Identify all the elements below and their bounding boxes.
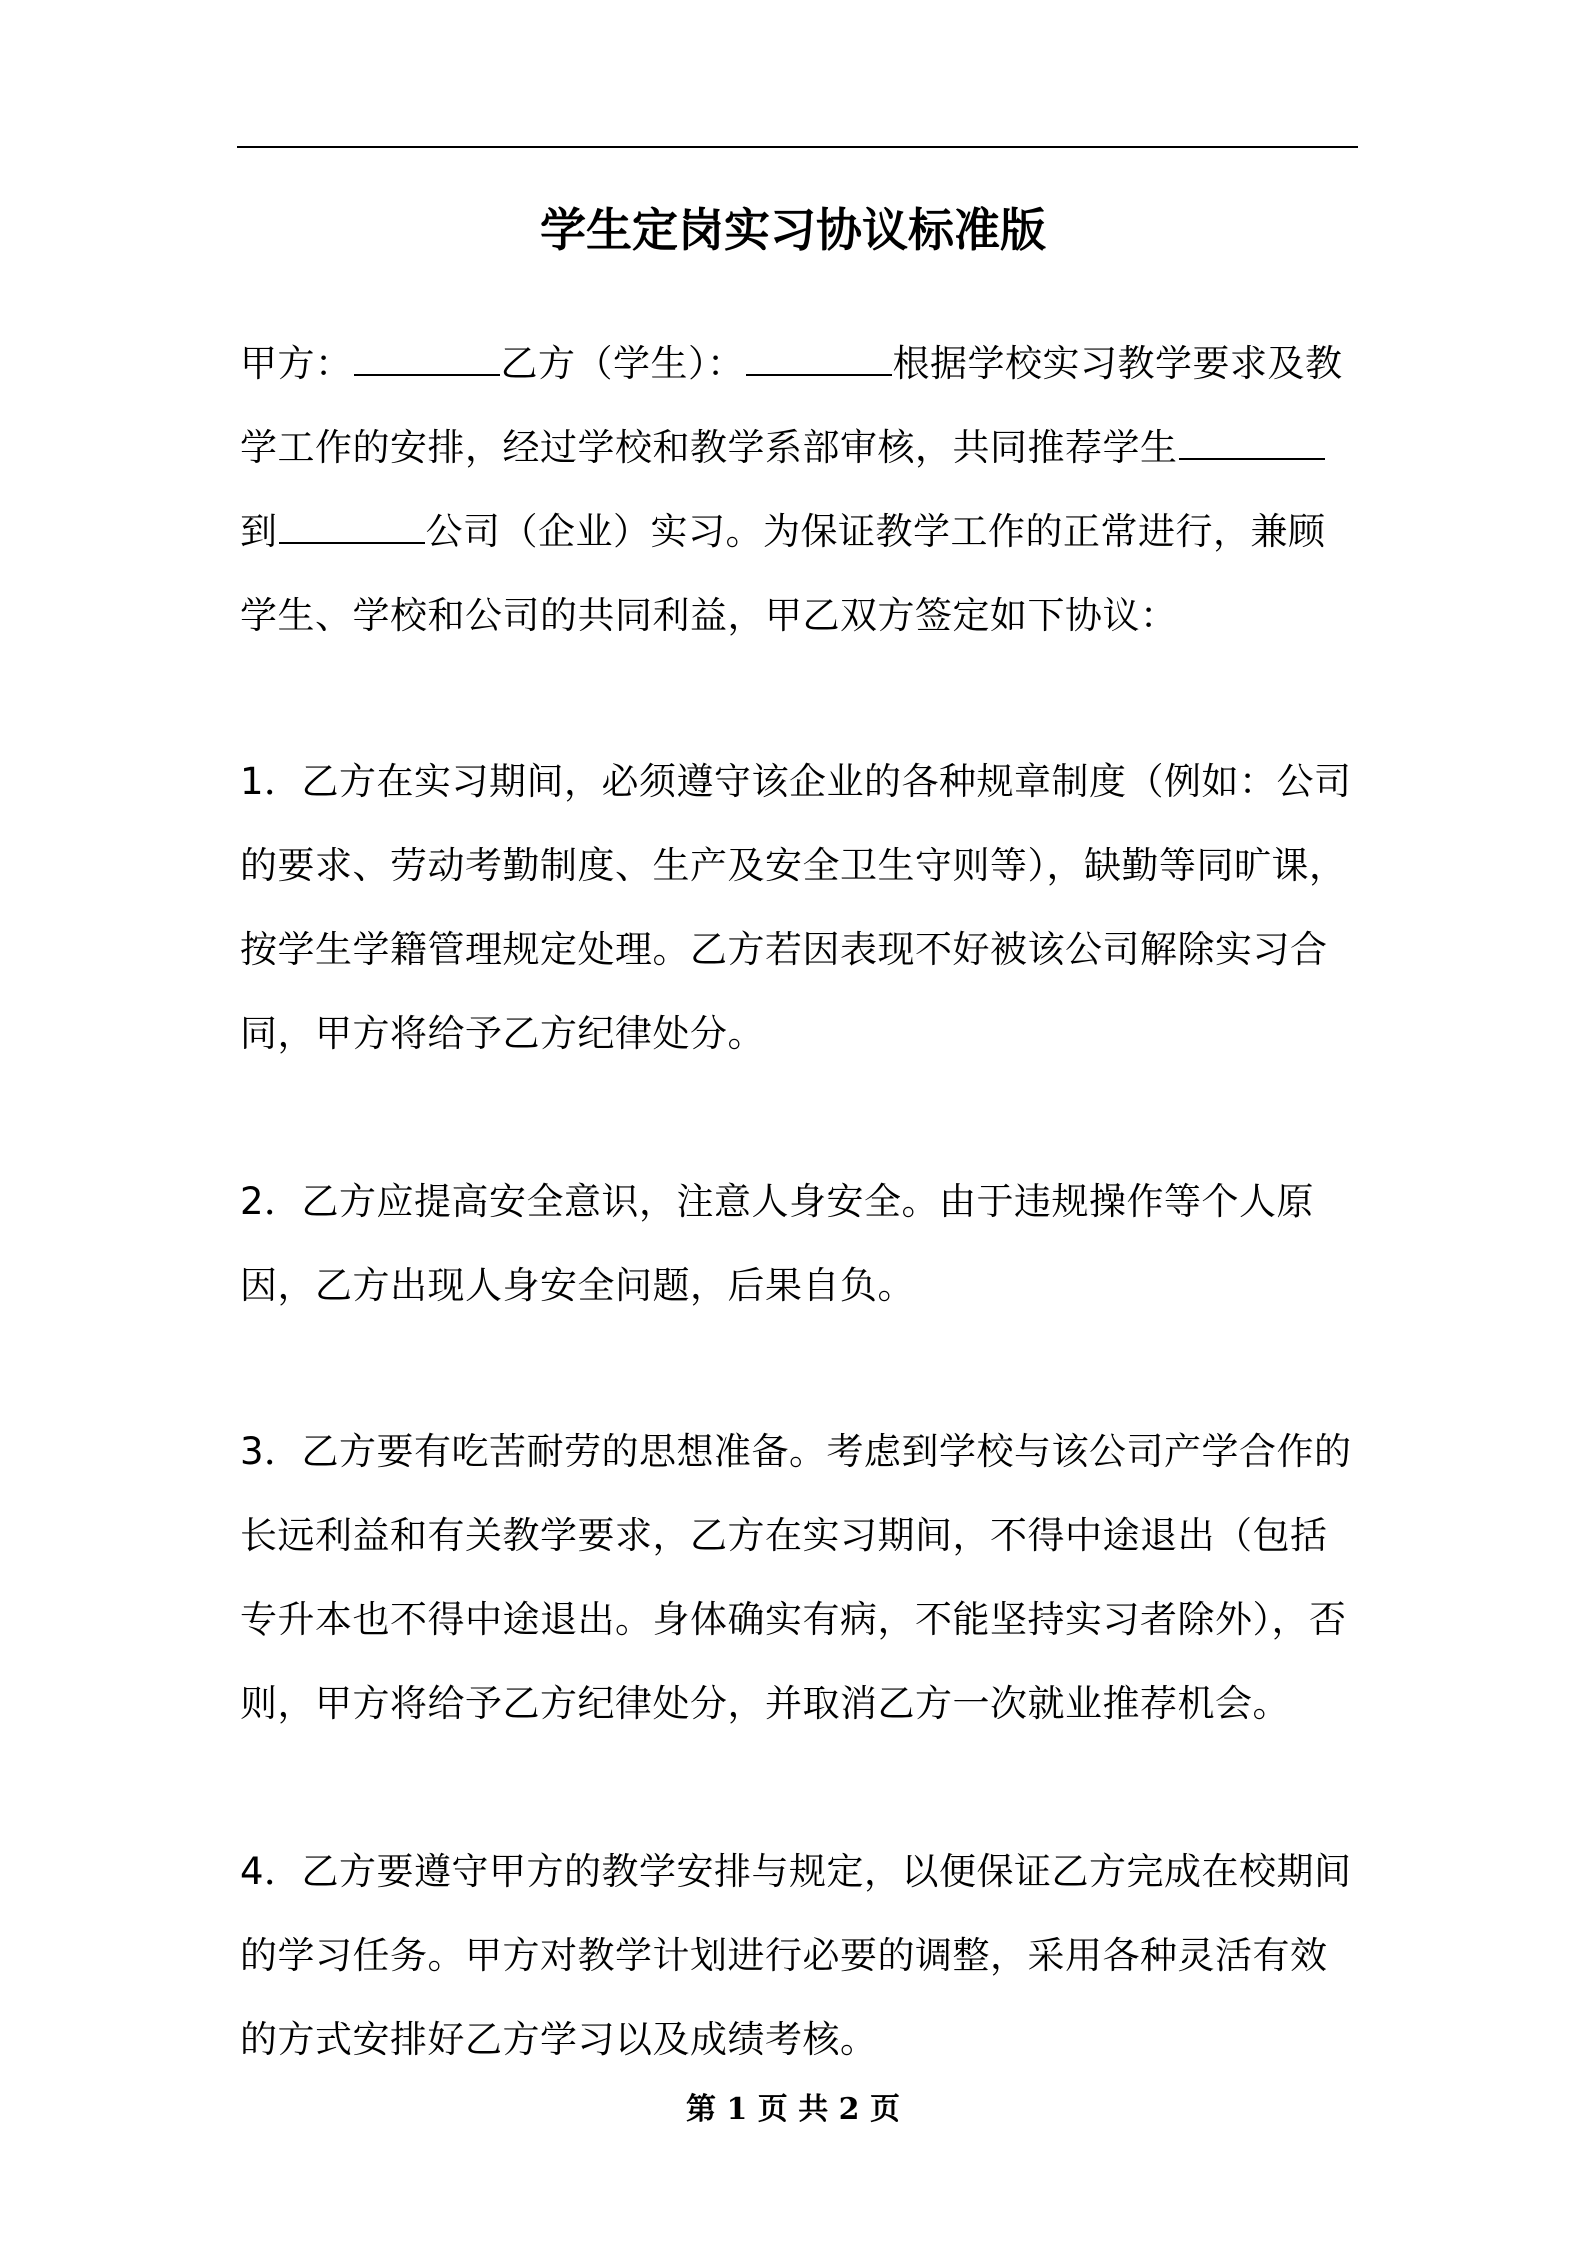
intro-text-2: 到 [240,510,278,553]
party-a-blank[interactable] [354,338,500,376]
clause-1: 1．乙方在实习期间，必须遵守该企业的各种规章制度（例如：公司的要求、劳动考勤制度、生产及安全卫生守则等），缺勤等同旷课，按学生学籍管理规定处理。乙方若因表现不好被该公司解除实习合同，甲方将给予乙方纪律处分。 [240,760,1352,1055]
party-a-label: 甲方： [240,342,353,385]
party-b-label: 乙方（学生）： [500,342,745,385]
document-title: 学生定岗实习协议标准版 [540,203,1046,257]
intro-text-1: 根据学校实习教学要求及教学工作的安排，经过学校和教学系部审核，共同推荐学生 [240,342,1343,469]
intro-text-3: 公司（企业）实习。为保证教学工作的正常进行，兼顾学生、学校和公司的共同利益，甲乙双方签定如下协议： [240,510,1326,637]
clause-3: 3．乙方要有吃苦耐劳的思想准备。考虑到学校与该公司产学合作的长远利益和有关教学要求，乙方在实习期间，不得中途退出（包括专升本也不得中途退出。身体确实有病，不能坚持实习者除外），否则，甲方将给予乙方纪律处分，并取消乙方一次就业推荐机会。 [240,1430,1352,1725]
clause-4: 4．乙方要遵守甲方的教学安排与规定，以便保证乙方完成在校期间的学习任务。甲方对教学计划进行必要的调整，采用各种灵活有效的方式安排好乙方学习以及成绩考核。 [240,1850,1352,2061]
page-footer: 第 1 页 共 2 页 [686,2092,900,2127]
company-name-blank[interactable] [279,506,425,544]
header-rule [237,146,1358,148]
student-name-blank[interactable] [1179,422,1325,460]
party-b-blank[interactable] [746,338,892,376]
intro-paragraph [240,322,1360,658]
clause-2: 2．乙方应提高安全意识，注意人身安全。由于违规操作等个人原因，乙方出现人身安全问题，后果自负。 [240,1180,1315,1307]
